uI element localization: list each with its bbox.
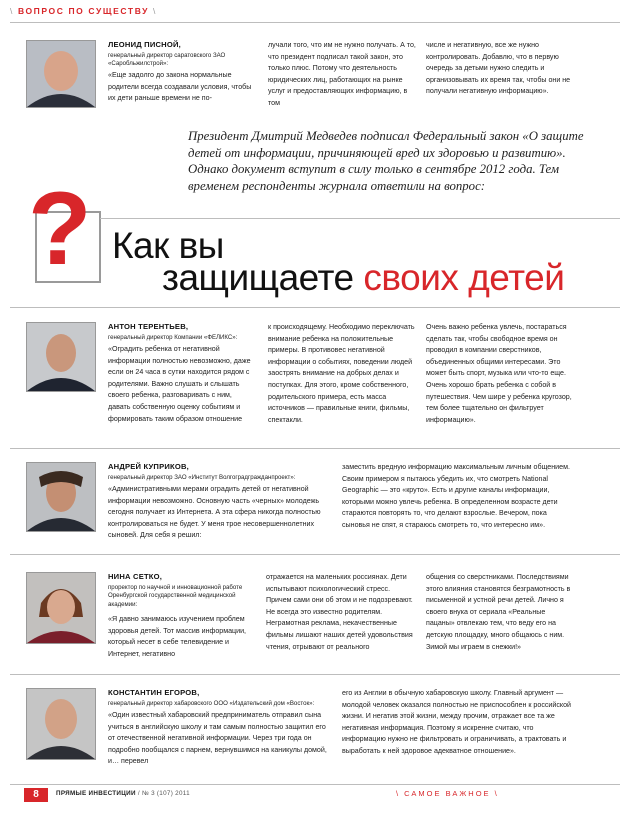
section-rule [10, 674, 620, 675]
question-mark-glyph: ? [28, 172, 92, 284]
portrait-pisnoy [26, 40, 96, 108]
answer-col-2: его из Англии в обычную хабаровскую школу. Главный аргумент — молодой человек оказался полностью не приспособлен к российской жизни. И негатив этой жизни, между прочим, отражает все та же негативная информация. Поэтому я искренне считаю, что информацию нужно не фильтровать и ограничивать, а трактовать и выработать к ней здоровое адекватное отношение». [342, 689, 571, 755]
answer-col-1: «Я давно занимаюсь изучением проблем здоровья детей. Тот массив информации, который несет в себе телевидение и Интернет, негативно [108, 615, 247, 658]
page-number: 8 [24, 788, 48, 802]
answer-col-2: отражается на маленьких россиянах. Дети испытывают психологический стресс. Причем сами они об этом и не подозревают. Не всегда это известно родителям. Неграмотная реклама, некачественные фильмы лишают наших детей удовольствия чтения, отрывают от реального [266, 573, 413, 651]
section-rule [10, 307, 620, 308]
answer-col-3: Очень важно ребенка увлечь, постараться сделать так, чтобы свободное время он проводил в компании сверстников, объединенных общими интересами. Это может быть спорт, музыка или что-то еще. Очень хорошо брать ребенка с собой в путешествия. Чем шире у ребенка кругозор, тем более тщательно он фильтрует информацию». [426, 323, 572, 424]
issue-number: / № 3 (107) 2011 [137, 790, 190, 797]
person-role: генеральный директор саратовского ЗАО «Саробльжилстрой»: [108, 52, 226, 68]
portrait-terentyev [26, 322, 96, 392]
headline-line2 [162, 258, 564, 298]
person-name: ЛЕОНИД ПИСНОЙ, [108, 40, 181, 49]
footer-section: \ САМОЕ ВАЖНОЕ \ [396, 789, 499, 798]
section-rule [10, 448, 620, 449]
person-role: генеральный директор хабаровского ООО «Издательский дом «Восток»: [108, 700, 315, 707]
answer-col-1: «Один известный хабаровский предприниматель отправил сына учиться в английскую школу и там самым полностью защитил его от отечественной негативной информации. Через три года он подробно пообщался с парнем, вернувшимся на каникулы домой, и… перевел [108, 711, 327, 766]
portrait-egorov [26, 688, 96, 760]
question-mark-graphic [28, 172, 102, 284]
magazine-name: ПРЯМЫЕ ИНВЕСТИЦИИ [56, 790, 136, 797]
headline-rule [100, 218, 620, 219]
magazine-info [56, 790, 190, 797]
answer-col-1: «Оградить ребенка от негативной информации полностью невозможно, даже если он 24 часа в сутки находится рядом с родителями. Важно слушать и слышать своего ребенка, разговаривать с ним, давать собственную оценку событиям и формировать таким образом отношение [108, 345, 251, 423]
headline-line2-red: своих детей [363, 257, 565, 298]
section-rule [10, 554, 620, 555]
intro-text: Президент Дмитрий Медведев подписал Федеральный закон «О защите детей от информации, причиняющей вред их здоровью и развитию». Однако документ вступит в силу только в сентябре 2012 года. Тем временем респонденты журнала ответили на вопрос: [188, 129, 584, 193]
answer-col-3: числе и негативную, все же нужно контролировать. Добавлю, что в первую очередь за детьми нужно следить и организовывать их время так, чтобы они не получали негативную информацию». [426, 41, 571, 96]
rubric: \ ВОПРОС ПО СУЩЕСТВУ \ [10, 6, 157, 16]
answer-col-2: к происходящему. Необходимо переключать внимание ребенка на положительные примеры. В противовес негативной информации о событиях, поведении людей заострять внимание на добрых делах и поступках. Для этого, кроме собственного, родительского примера, есть масса источников — правильные книги, фильмы, спектакли. [268, 323, 415, 424]
answer-col-1: «Административными мерами оградить детей от негативной информации невозможно. Основную часть «черных» молодежь сегодня получает из Интернета. А эта сфера никогда полностью контролироваться не будет. У меня трое несовершеннолетних сыновей. Для себя я решил: [108, 485, 321, 540]
footer-rule [10, 784, 620, 785]
portrait-kuprikov [26, 462, 96, 532]
person-role: генеральный директор ЗАО «Институт Волгоградгражданпроект»: [108, 474, 296, 481]
headline-line1: Как вы [112, 225, 224, 266]
footer-section-label: САМОЕ ВАЖНОЕ [404, 789, 491, 798]
answer-col-2: заместить вредную информацию максимальным личным общением. Своим примером я пытаюсь убедить их, что смотреть National Geographic — это «круто». Есть и другие каналы информации, которыми можно увлечь ребенка. В определенном возрасте дети стараются повторять то, что делают взрослые. Вечером, пока сыновья не спят, я стараюсь смотреть то, что интересно им». [342, 463, 570, 529]
person-role: проректор по научной и инновационной работе Оренбургской государственной медицинской академии: [108, 584, 243, 608]
headline-line2-black: защищаете [162, 257, 354, 298]
rubric-label: ВОПРОС ПО СУЩЕСТВУ [17, 6, 150, 16]
top-rule [10, 22, 620, 23]
person-name: КОНСТАНТИН ЕГОРОВ, [108, 688, 200, 697]
person-name: АНТОН ТЕРЕНТЬЕВ, [108, 322, 189, 331]
person-role: генеральный директор Компании «ФЕЛИКС»: [108, 334, 238, 341]
answer-col-2: лучали того, что им не нужно получать. А то, что президент подписал такой закон, это только плюс. Потому что деятельность юридических лиц, работающих на рынке услуг и предоставляющих информацию, в том [268, 41, 416, 107]
answer-col-1: «Еще задолго до закона нормальные родители всегда создавали условия, чтобы их дети раньше времени не по- [108, 71, 252, 103]
portrait-setko [26, 572, 96, 644]
answer-col-3: общения со сверстниками. Последствиями этого влияния становятся безграмотность в письменной и устной речи детей. Лично я своего внука от сериала «Реальные пацаны» отвлекаю тем, что веду его на детскую площадку, много общаюсь с ним. Зимой мы играем в снежки!» [426, 573, 571, 651]
person-name: АНДРЕЙ КУПРИКОВ, [108, 462, 189, 471]
person-name: НИНА СЕТКО, [108, 572, 163, 581]
